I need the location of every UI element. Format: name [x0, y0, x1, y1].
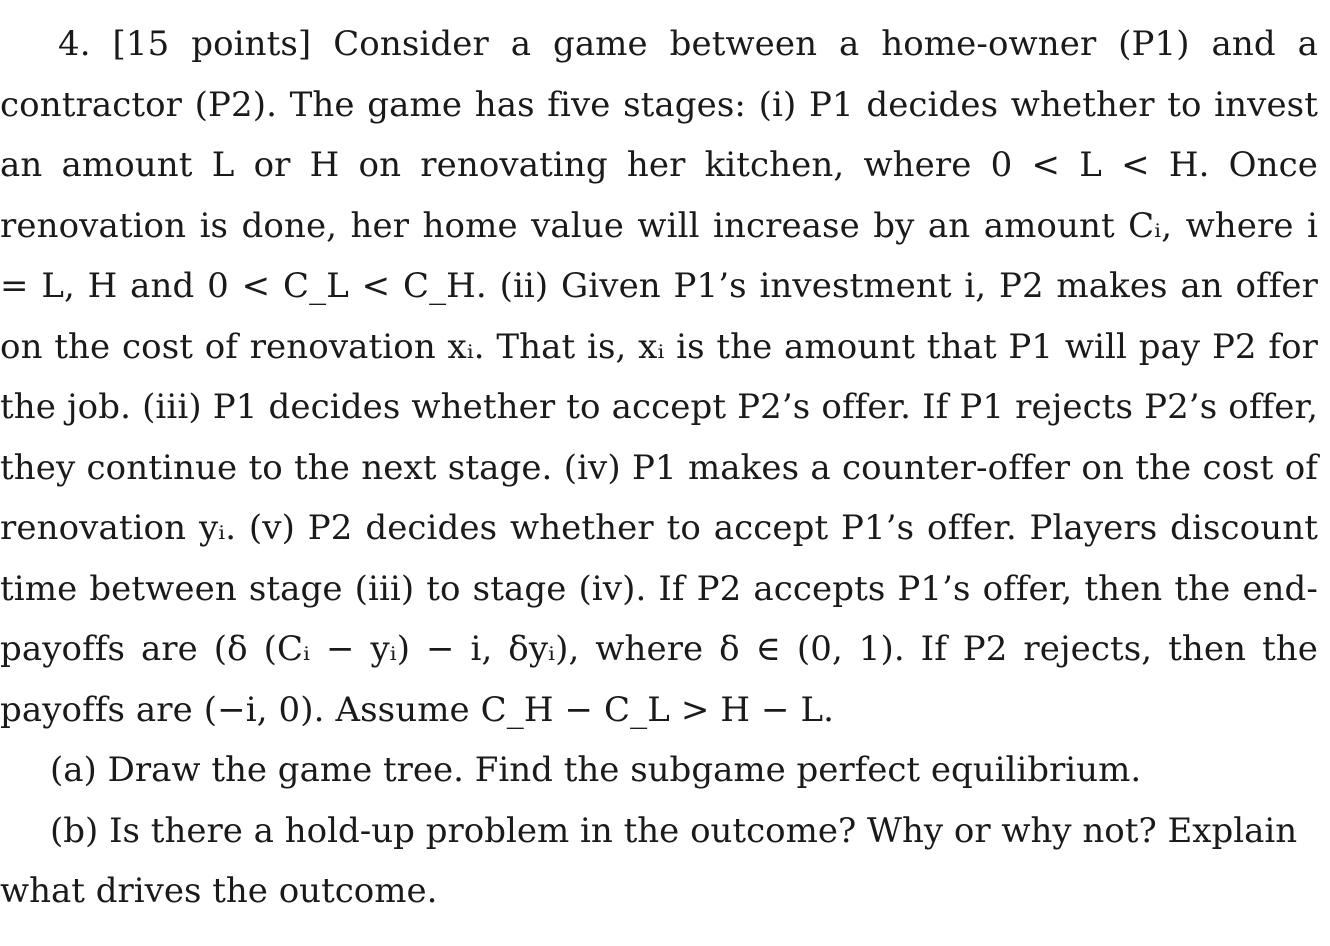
- part-a-text: Draw the game tree. Find the subgame perfect equilibrium.: [107, 750, 1142, 790]
- problem-body: Consider a game between a home-owner (P1) and a contractor (P2). The game has five stages: (i) P1 decides whether to invest an amount L or H on renovating her kitchen, where 0 < L < H. Once renovation is done, her home value will increase by an amount Cᵢ, where i = L, H and 0 < C_L < C_H. (ii) Given P1’s investment i, P2 makes an offer on the cost of renovation xᵢ. That is, xᵢ is the amount that P1 will pay P2 for the job. (iii) P1 decides whether to accept P2’s offer. If P1 rejects P2’s offer, they continue to the next stage. (iv) P1 makes a counter-offer on the cost of renovation yᵢ. (v) P2 decides whether to accept P1’s offer. Players discount time between stage (iii) to stage (iv). If P2 accepts P1’s offer, then the end-payoffs are (δ (Cᵢ − yᵢ) − i, δyᵢ), where δ ∈ (0, 1). If P2 rejects, then the payoffs are (−i, 0). Assume C_H − C_L > H − L.: [0, 24, 1318, 730]
- problem-points: [15 points]: [112, 24, 312, 64]
- part-a-label: (a): [50, 750, 97, 790]
- problem-paragraph: [0, 14, 1318, 740]
- part-a: [0, 740, 1318, 801]
- part-b-label: (b): [50, 810, 99, 851]
- part-b-text: Is there a hold-up problem in the outcome? Why or why not? Explain what drives the outcome.: [0, 810, 1298, 911]
- part-b: [0, 801, 1318, 922]
- problem-number: 4.: [58, 24, 91, 64]
